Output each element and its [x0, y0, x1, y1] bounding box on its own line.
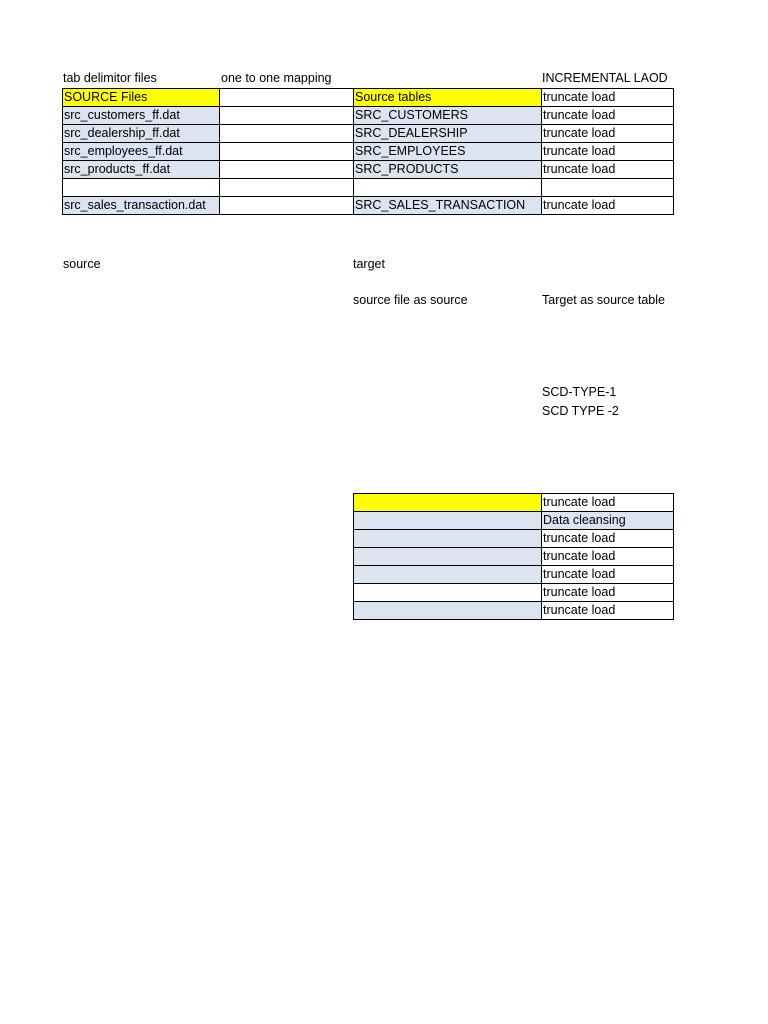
table-cell: Source tables — [354, 89, 542, 107]
table-cell — [220, 125, 354, 143]
table-cell: SRC_SALES_TRANSACTION — [354, 197, 542, 215]
table-cell — [220, 107, 354, 125]
table-cell: truncate load — [542, 161, 674, 179]
table-cell: src_customers_ff.dat — [63, 107, 220, 125]
table-cell — [354, 179, 542, 197]
table-cell — [354, 566, 542, 584]
label-source-file-as-source: source file as source — [353, 293, 468, 307]
table-row — [63, 143, 674, 161]
table-cell: truncate load — [542, 107, 674, 125]
table-row — [63, 161, 674, 179]
label-scd-type-1: SCD-TYPE-1 — [542, 385, 617, 399]
table-cell: truncate load — [542, 566, 674, 584]
table-cell — [542, 179, 674, 197]
table-cell: truncate load — [542, 494, 674, 512]
table-cell — [354, 602, 542, 620]
table-cell — [220, 161, 354, 179]
table-cell — [220, 197, 354, 215]
label-source: source — [63, 257, 101, 271]
label-target: target — [353, 257, 385, 271]
table-cell: SRC_PRODUCTS — [354, 161, 542, 179]
table-cell: src_employees_ff.dat — [63, 143, 220, 161]
table-cell: src_dealership_ff.dat — [63, 125, 220, 143]
label-target-as-source-table: Target as source table — [542, 293, 665, 307]
table-cell: truncate load — [542, 602, 674, 620]
table-cell — [354, 494, 542, 512]
table-row — [354, 566, 674, 584]
table-cell — [63, 179, 220, 197]
table-cell — [220, 89, 354, 107]
table-cell: SRC_CUSTOMERS — [354, 107, 542, 125]
table-row — [354, 548, 674, 566]
table-cell: truncate load — [542, 125, 674, 143]
label-scd-type-2: SCD TYPE -2 — [542, 404, 619, 418]
table-row — [63, 179, 674, 197]
table-row — [63, 125, 674, 143]
table-cell: truncate load — [542, 584, 674, 602]
table-cell — [354, 530, 542, 548]
table-cell — [220, 143, 354, 161]
table-row — [354, 530, 674, 548]
load-type-table — [353, 493, 674, 620]
table-cell: SOURCE Files — [63, 89, 220, 107]
header-one-to-one-mapping: one to one mapping — [221, 71, 332, 85]
header-incremental-load: INCREMENTAL LAOD — [542, 71, 668, 85]
table-row — [354, 584, 674, 602]
table-row — [354, 602, 674, 620]
table-row — [354, 512, 674, 530]
table-cell: SRC_DEALERSHIP — [354, 125, 542, 143]
table-cell — [354, 512, 542, 530]
table-cell — [354, 548, 542, 566]
table-cell — [354, 584, 542, 602]
table-row — [63, 197, 674, 215]
header-tab-delimitor-files: tab delimitor files — [63, 71, 157, 85]
main-mapping-table — [62, 88, 674, 215]
table-cell: Data cleansing — [542, 512, 674, 530]
table-cell: truncate load — [542, 143, 674, 161]
table-row — [63, 89, 674, 107]
table-cell: src_products_ff.dat — [63, 161, 220, 179]
table-cell: truncate load — [542, 89, 674, 107]
table-cell: src_sales_transaction.dat — [63, 197, 220, 215]
table-cell: truncate load — [542, 530, 674, 548]
table-cell: truncate load — [542, 548, 674, 566]
table-cell: SRC_EMPLOYEES — [354, 143, 542, 161]
table-row — [63, 107, 674, 125]
table-cell: truncate load — [542, 197, 674, 215]
table-cell — [220, 179, 354, 197]
table-row — [354, 494, 674, 512]
